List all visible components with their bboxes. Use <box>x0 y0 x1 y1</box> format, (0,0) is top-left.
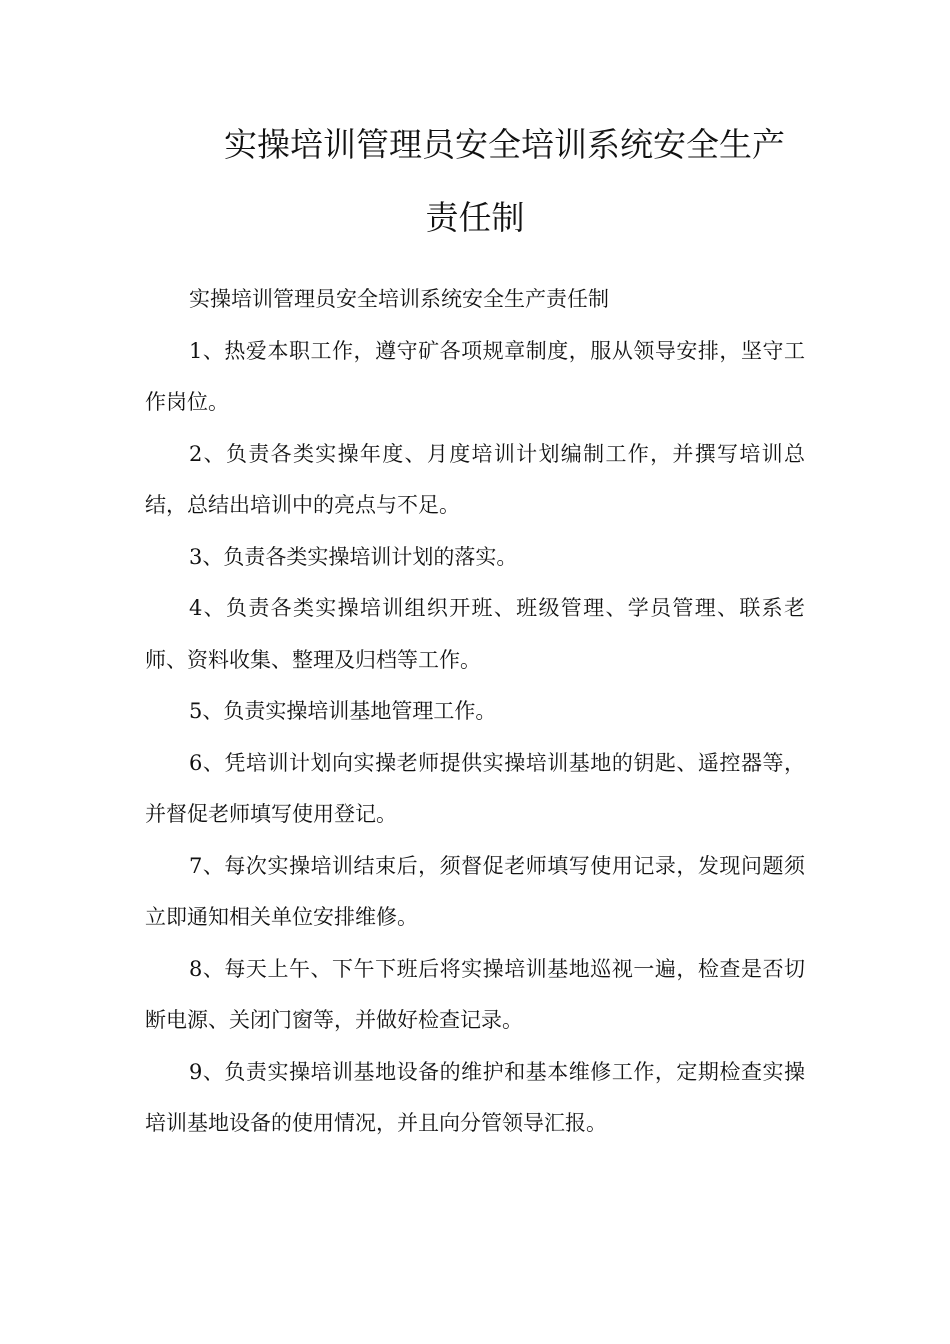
responsibility-item-4: 4、负责各类实操培训组织开班、班级管理、学员管理、联系老师、资料收集、整理及归档等工作。 <box>145 596 805 672</box>
responsibility-item-9: 9、负责实操培训基地设备的维护和基本维修工作，定期检查实操培训基地设备的使用情况，并且向分管领导汇报。 <box>145 1059 805 1135</box>
responsibility-item-8: 8、每天上午、下午下班后将实操培训基地巡视一遍，检查是否切断电源、关闭门窗等，并做好检查记录。 <box>145 956 805 1032</box>
responsibility-item-5: 5、负责实操培训基地管理工作。 <box>189 699 497 723</box>
responsibility-item-3: 3、负责各类实操培训计划的落实。 <box>189 544 518 569</box>
document-subtitle: 实操培训管理员安全培训系统安全生产责任制 <box>189 287 609 311</box>
responsibility-item-7: 7、每次实操培训结束后，须督促老师填写使用记录，发现问题须立即通知相关单位安排维修。 <box>145 853 805 929</box>
responsibility-item-1: 1、热爱本职工作，遵守矿各项规章制度，服从领导安排，坚守工作岗位。 <box>145 338 805 414</box>
responsibility-item-6: 6、凭培训计划向实操老师提供实操培训基地的钥匙、遥控器等，并督促老师填写使用登记。 <box>145 750 805 826</box>
document-title-line-1: 实操培训管理员安全培训系统安全生产 <box>224 125 785 164</box>
document-body <box>145 274 805 1150</box>
document-title-line-2: 责任制 <box>425 198 525 237</box>
responsibility-item-2: 2、负责各类实操年度、月度培训计划编制工作，并撰写培训总结，总结出培训中的亮点与不足。 <box>145 441 805 517</box>
